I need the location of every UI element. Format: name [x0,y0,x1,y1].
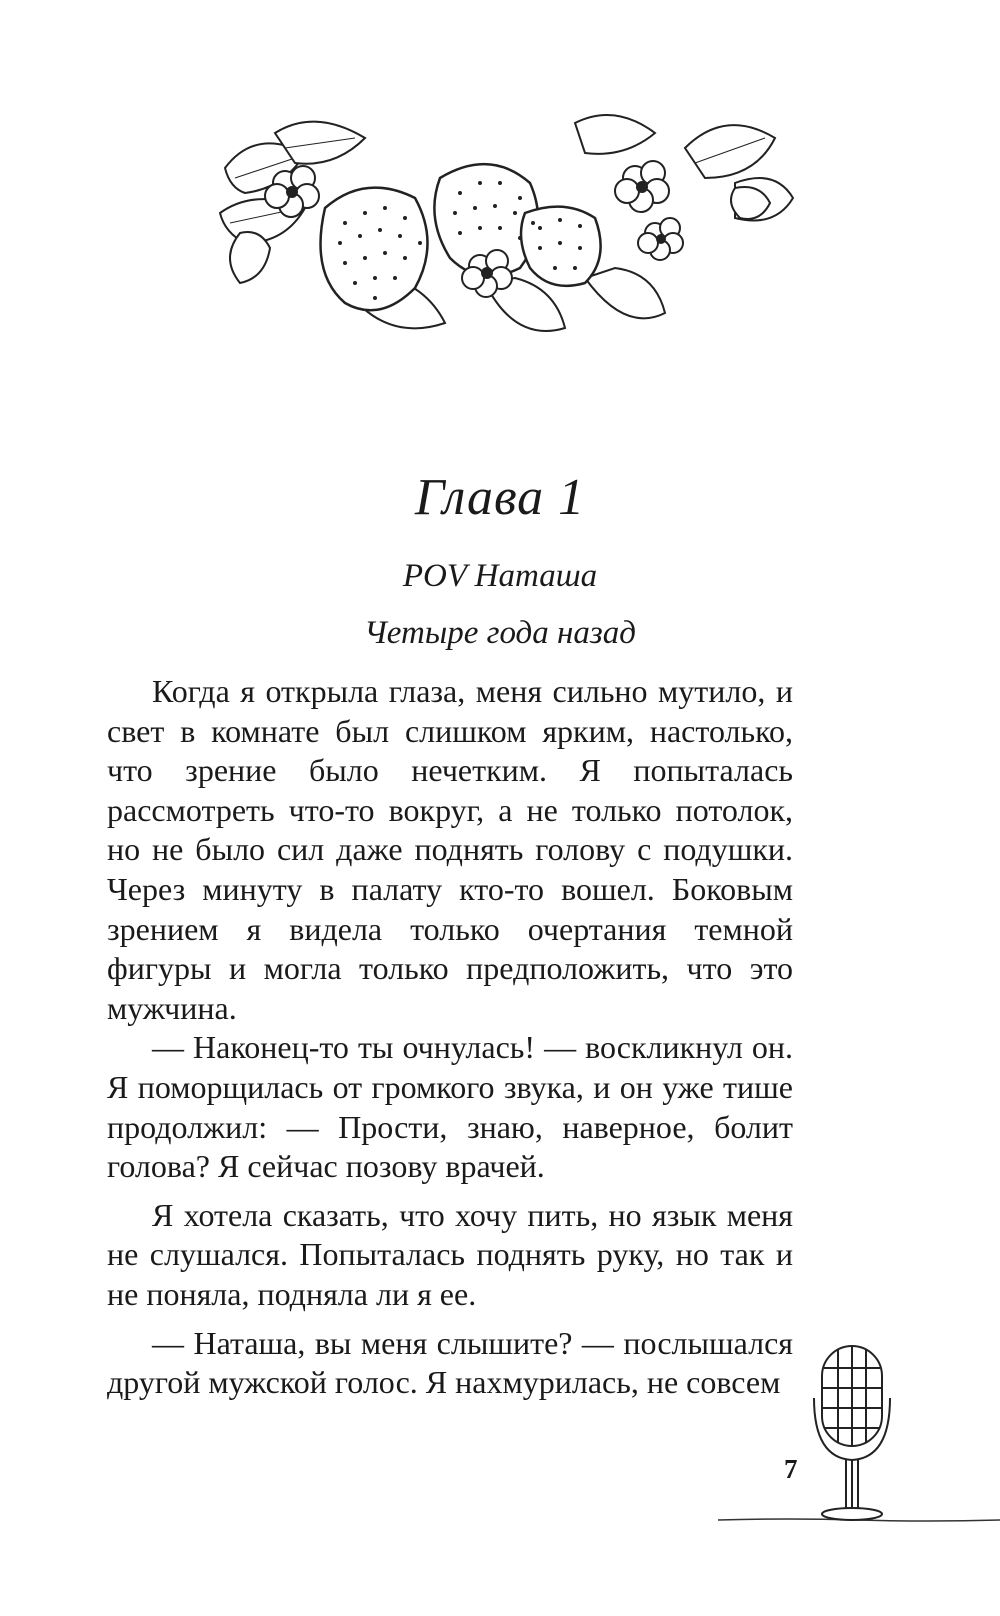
strawberry-ornament-icon [215,108,795,343]
paragraph: — Наконец-то ты очнулась! — воскликнул он. Я поморщилась от громкого звука, и он уже тише продолжил: — Прости, знаю, наверное, болит голова? Я сейчас позову врачей. [107,1029,793,1185]
page-number: 7 [784,1454,798,1484]
chapter-title: Глава 1 [414,469,586,526]
microphone-icon [808,1338,896,1522]
body-text [107,672,793,1403]
paragraph: Когда я открыла глаза, меня сильно мутило, и свет в комнате был слишком ярким, настолько, что зрение было нечетким. Я попыталась рассмотреть что-то вокруг, а не только потолок, но не было сил даже поднять голову с подушки. Через минуту в палату кто-то вошел. Боковым зрением я видела только очертания темной фигуры и могла только предположить, что это мужчина. [107,673,793,1026]
chapter-time-label: Четыре года назад [364,615,636,651]
paragraph: Я хотела сказать, что хочу пить, но язык меня не слушался. Попыталась поднять руку, но так и не поняла, подняла ли я ее. [107,1196,793,1312]
paragraph: — Наташа, вы меня слышите? — послышался другой мужской голос. Я нахмурилась, не совсем [107,1324,793,1401]
chapter-pov: POV Наташа [402,558,598,594]
